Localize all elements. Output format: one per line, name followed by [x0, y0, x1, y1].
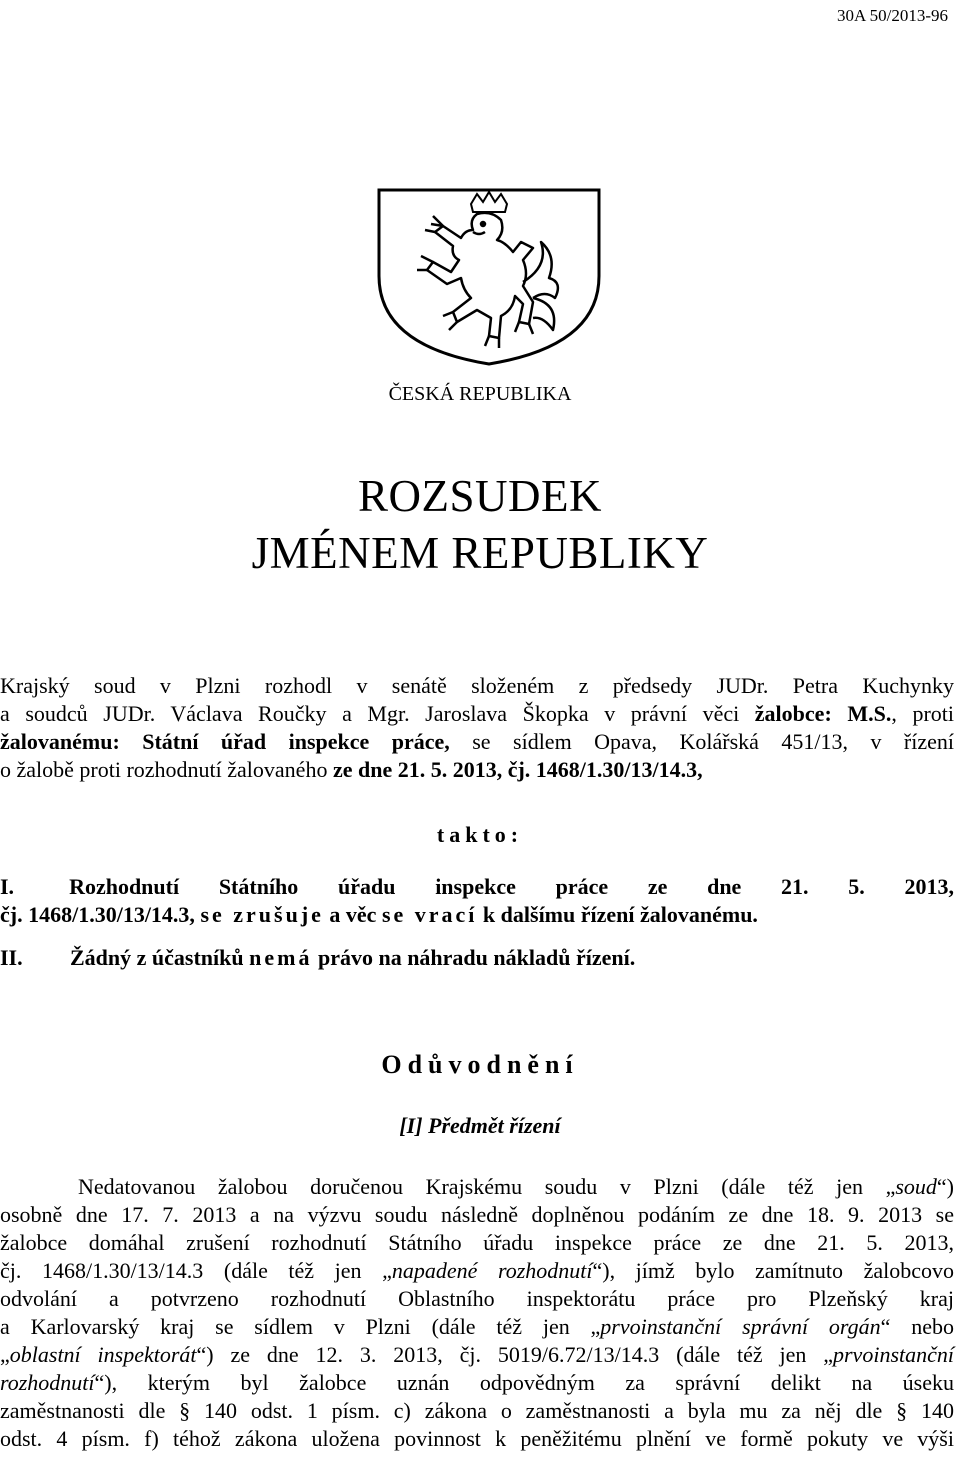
- verdict-item-2-number: II.: [0, 945, 23, 970]
- intro-paragraph: [0, 672, 954, 784]
- reason-line-3: žalobce domáhal zrušení rozhodnutí Státního úřadu inspekce práce ze dne 21. 5. 2013,: [0, 1230, 954, 1255]
- country-heading-text: ČESKÁ REPUBLIKA: [388, 383, 572, 405]
- verdict-item-1-line-1: I. Rozhodnutí Státního úřadu inspekce práce ze dne 21. 5. 2013,: [0, 874, 954, 899]
- coat-of-arms-emblem: [373, 186, 605, 368]
- verdict-heading: takto:: [436, 822, 524, 847]
- reason-line-2: osobně dne 17. 7. 2013 a na výzvu soudu následně doplněnou podáním ze dne 18. 9. 2013 se: [0, 1202, 954, 1227]
- verdict-item-1-line-2: čj. 1468/1.30/13/14.3, se zrušuje a věc se vrací k dalšímu řízení žalovanému.: [0, 902, 758, 927]
- judgment-subtitle: JMÉNEM REPUBLIKY: [251, 528, 709, 578]
- reason-line-10: odst. 4 písm. f) téhož zákona uložena povinnost k peněžitému plnění ve formě pokuty ve výši: [0, 1426, 954, 1451]
- verdict-item-1: [0, 873, 954, 929]
- reason-line-6: a Karlovarský kraj se sídlem v Plzni (dále též jen „prvoinstanční správní orgán“ nebo: [0, 1314, 954, 1339]
- reason-line-1: Nedatovanou žalobou doručenou Krajskému soudu v Plzni (dále též jen „soud“): [78, 1174, 954, 1199]
- reason-line-5: odvolání a potvrzeno rozhodnutí Oblastního inspektorátu práce pro Plzeňský kraj: [0, 1286, 954, 1311]
- intro-line-4: o žalobě proti rozhodnutí žalovaného ze dne 21. 5. 2013, čj. 1468/1.30/13/14.3,: [0, 757, 703, 782]
- reason-line-4: čj. 1468/1.30/13/14.3 (dále též jen „napadené rozhodnutí“), jímž bylo zamítnuto žalobcovo: [0, 1258, 954, 1283]
- intro-line-2: a soudců JUDr. Václava Roučky a Mgr. Jaroslava Škopka v právní věci žalobce: M.S., proti: [0, 701, 954, 726]
- country-heading: [0, 383, 960, 406]
- reason-line-9: zaměstnanosti dle § 140 odst. 1 písm. c) zákona o zaměstnanosti a byla mu za něj dle § 140: [0, 1398, 954, 1423]
- intro-line-3: žalovanému: Státní úřad inspekce práce, se sídlem Opava, Kolářská 451/13, v řízení: [0, 729, 954, 754]
- reasoning-paragraph: [0, 1173, 954, 1453]
- reasoning-subheading: [I] Předmět řízení: [399, 1113, 561, 1138]
- judgment-title: ROZSUDEK: [357, 471, 602, 521]
- reason-line-7: „oblastní inspektorát“) ze dne 12. 3. 2013, čj. 5019/6.72/13/14.3 (dále též jen „prvoinstanční: [0, 1342, 954, 1367]
- crown-icon: [471, 192, 507, 212]
- verdict-item-2: II. Žádný z účastníků nemá právo na náhradu nákladů řízení.: [0, 945, 636, 970]
- reasoning-heading: Odůvodnění: [381, 1050, 579, 1079]
- intro-line-1: Krajský soud v Plzni rozhodl v senátě složeném z předsedy JUDr. Petra Kuchynky: [0, 673, 954, 698]
- reason-line-8: rozhodnutí“), kterým byl žalobce uznán odpovědným za správní delikt na úseku: [0, 1370, 954, 1395]
- case-number: 30A 50/2013-96: [837, 6, 948, 25]
